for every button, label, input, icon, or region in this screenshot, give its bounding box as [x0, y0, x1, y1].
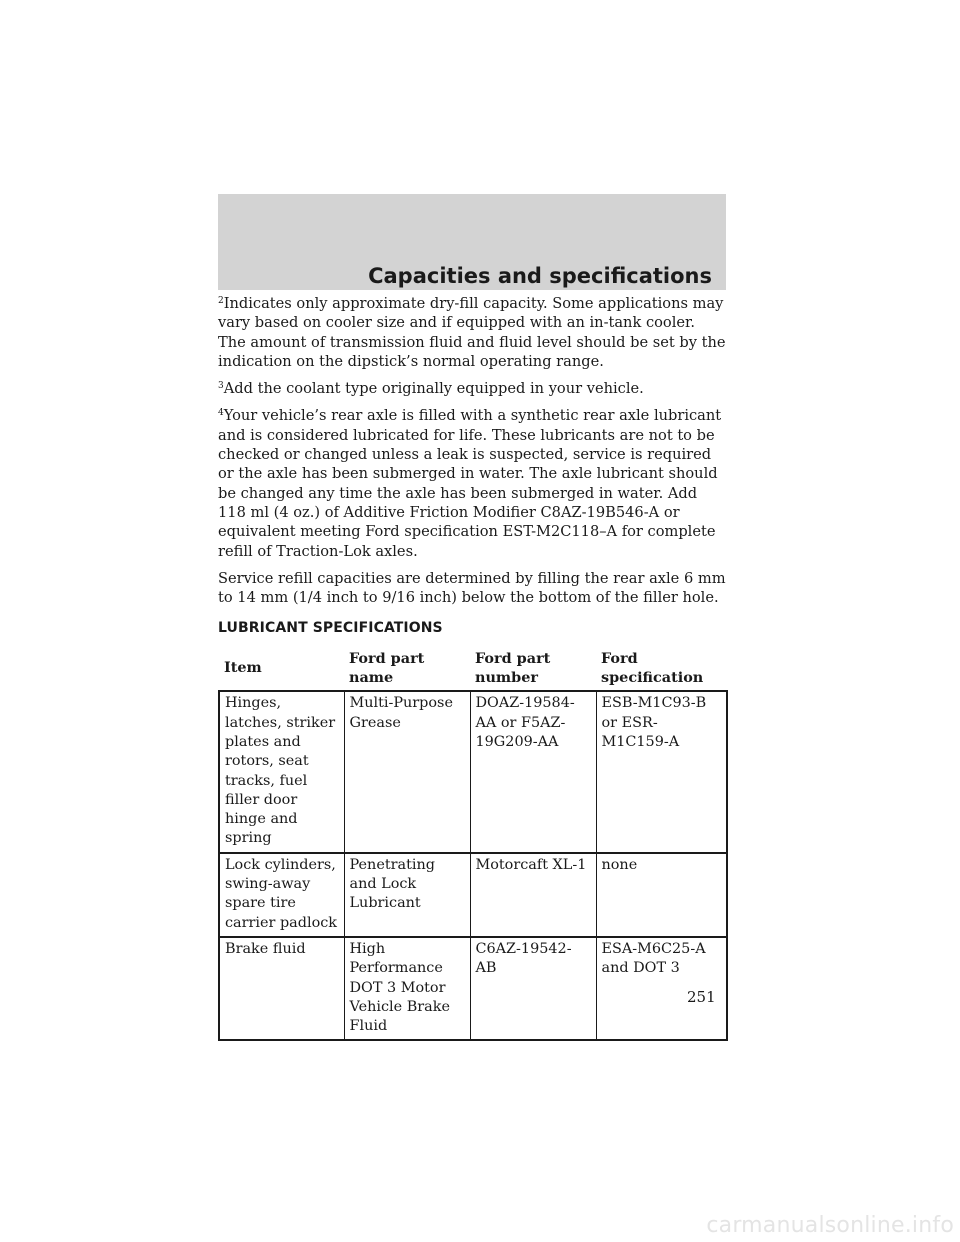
cell-specification: none [596, 853, 727, 937]
page-number: 251 [687, 988, 716, 1006]
footnote-marker: 2 [218, 296, 224, 306]
column-header-part-name: Ford part name [349, 649, 425, 687]
table-header-row [219, 647, 727, 692]
footnote-marker: 3 [218, 381, 224, 392]
cell-part-name: High Performance DOT 3 Motor Vehicle Brake Fluid [344, 937, 470, 1040]
watermark: carmanualsonline.info [706, 1213, 954, 1238]
cell-part-name: Multi-Purpose Grease [344, 691, 470, 852]
service-refill-paragraph: Service refill capacities are determined by filling the rear axle 6 mm to 14 mm (1/4 inch to 9/16 inch) below the bottom of the filler hole. [218, 569, 726, 607]
table-row [219, 853, 727, 937]
column-header-part-number: Ford part number [475, 649, 551, 687]
section-title: Capacities and specifications [368, 264, 712, 288]
footnote-3 [218, 379, 726, 398]
lubricant-specifications-table [218, 647, 728, 1042]
cell-item: Lock cylinders, swing-away spare tire carrier padlock [219, 853, 344, 937]
section-header-band [218, 194, 726, 290]
cell-specification: ESA-M6C25-A and DOT 3 [596, 937, 727, 1040]
table-row [219, 937, 727, 1040]
page-content [218, 294, 726, 1041]
footnote-2 [218, 294, 726, 371]
cell-part-number: C6AZ-19542-AB [470, 937, 596, 1040]
cell-item: Brake fluid [219, 937, 344, 1040]
cell-part-number: Motorcaft XL-1 [470, 853, 596, 937]
footnote-4 [218, 406, 726, 560]
lubricant-specifications-heading: LUBRICANT SPECIFICATIONS [218, 620, 443, 637]
cell-part-name: Penetrating and Lock Lubricant [344, 853, 470, 937]
cell-part-number: DOAZ-19584-AA or F5AZ-19G209-AA [470, 691, 596, 852]
column-header-item: Item [224, 659, 262, 677]
footnote-text: Add the coolant type originally equipped in your vehicle. [223, 380, 644, 398]
cell-item: Hinges, latches, striker plates and rotors, seat tracks, fuel filler door hinge and spring [219, 691, 344, 852]
footnote-text: Indicates only approximate dry-fill capacity. Some applications may vary based on cooler size and if equipped with an in-tank cooler. The amount of transmission fluid and fluid level should be set by the indication on the dipstick’s normal operating range. [218, 295, 726, 370]
table-row [219, 691, 727, 852]
cell-specification: ESB-M1C93-B or ESR-M1C159-A [596, 691, 727, 852]
footnote-text: Your vehicle’s rear axle is filled with a synthetic rear axle lubricant and is considered lubricated for life. These lubricants are not to be checked or changed unless a leak is suspected, service is required or the axle has been submerged in water. The axle lubricant should be changed any time the axle has been submerged in water. Add 118 ml (4 oz.) of Additive Friction Modifier C8AZ-19B546-A or equivalent meeting Ford specification EST-M2C118–A for complete refill of Traction-Lok axles. [218, 407, 722, 560]
column-header-specification: Ford specification [601, 649, 704, 687]
footnote-marker: 4 [218, 408, 224, 419]
